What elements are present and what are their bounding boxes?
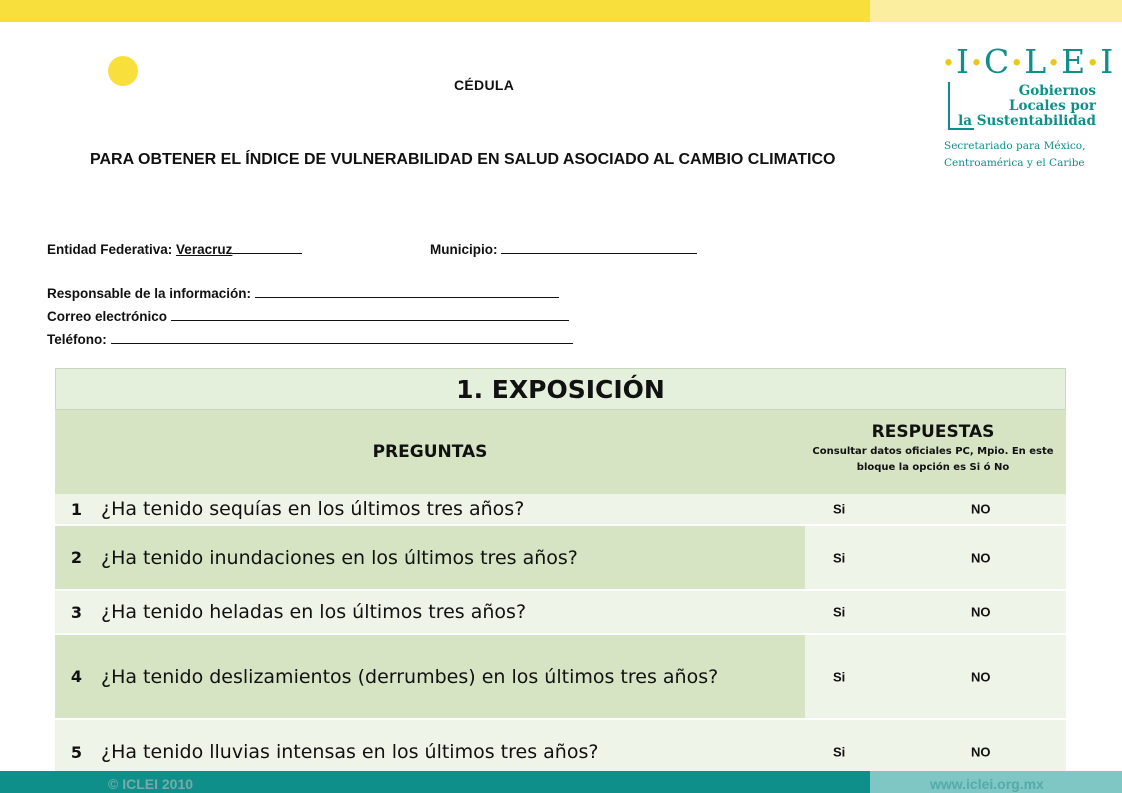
top-accent-bar-light [870,0,1122,22]
answer-si-option[interactable]: Si [833,501,846,517]
yellow-dot-decoration [108,56,138,86]
entidad-field: Entidad Federativa: Veracruz [47,242,302,257]
footer-website-link[interactable]: www.iclei.org.mx [930,776,1044,792]
responsable-input[interactable] [255,286,559,298]
question-row-1 [55,494,1066,524]
question-row-4 [55,635,1066,718]
telefono-field: Teléfono: [47,332,573,347]
answer-no-option[interactable]: NO [971,550,991,565]
logo-tagline: Gobiernos Locales por la Sustentabilidad [958,83,1096,129]
question-number: 3 [70,602,83,622]
answer-cell [805,494,1066,524]
question-number: 2 [70,548,83,567]
question-text: ¿Ha tenido inundaciones en los últimos tres años? [101,546,578,569]
question-row-2 [55,526,1066,589]
logo-wordmark: •I•C•L•E•I [942,42,1115,81]
answer-si-option[interactable]: Si [833,604,846,620]
table-header [55,410,1066,494]
answer-cell [805,526,1066,589]
top-accent-bar [0,0,870,22]
correo-field: Correo electrónico [47,309,569,324]
question-number: 5 [70,742,83,762]
question-number: 4 [70,667,83,686]
answer-no-option[interactable]: NO [971,501,991,517]
preguntas-header: PREGUNTAS [372,442,488,462]
respuestas-header: RESPUESTAS Consultar datos oficiales PC, Mpio. En este bloque la opción es Si ó No [800,422,1066,476]
answer-cell [805,635,1066,718]
municipio-input[interactable] [501,242,697,254]
question-text: ¿Ha tenido lluvias intensas en los últimos tres años? [101,741,599,763]
answer-no-option[interactable]: NO [971,604,991,620]
question-number: 1 [70,499,83,519]
responsable-field: Responsable de la información: [47,286,559,301]
answer-no-option[interactable]: NO [971,744,991,760]
answer-si-option[interactable]: Si [833,669,846,684]
answer-si-option[interactable]: Si [833,744,846,760]
question-text: ¿Ha tenido sequías en los últimos tres años? [101,498,525,520]
answer-si-option[interactable]: Si [833,550,846,565]
question-text: ¿Ha tenido heladas en los últimos tres años? [101,601,527,623]
iclei-logo [938,40,1115,170]
section-title: 1. EXPOSICIÓN [55,368,1066,410]
logo-vertical-line [948,82,950,130]
cedula-label: CÉDULA [454,77,515,93]
correo-input[interactable] [171,309,569,321]
question-text: ¿Ha tenido deslizamientos (derrumbes) en los últimos tres años? [101,665,719,688]
entidad-value[interactable]: Veracruz [176,242,233,257]
footer-copyright: © ICLEI 2010 [108,776,194,792]
telefono-input[interactable] [111,332,573,344]
question-row-3 [55,591,1066,633]
page-title: PARA OBTENER EL ÍNDICE DE VULNERABILIDAD EN SALUD ASOCIADO AL CAMBIO CLIMATICO [90,151,836,168]
logo-secretariat: Secretariado para México, Centroamérica y el Caribe [944,140,1086,169]
answer-no-option[interactable]: NO [971,669,991,684]
municipio-field: Municipio: [430,242,697,257]
respuestas-note: Consultar datos oficiales PC, Mpio. En este bloque la opción es Si ó No [812,446,1054,473]
answer-cell [805,591,1066,633]
